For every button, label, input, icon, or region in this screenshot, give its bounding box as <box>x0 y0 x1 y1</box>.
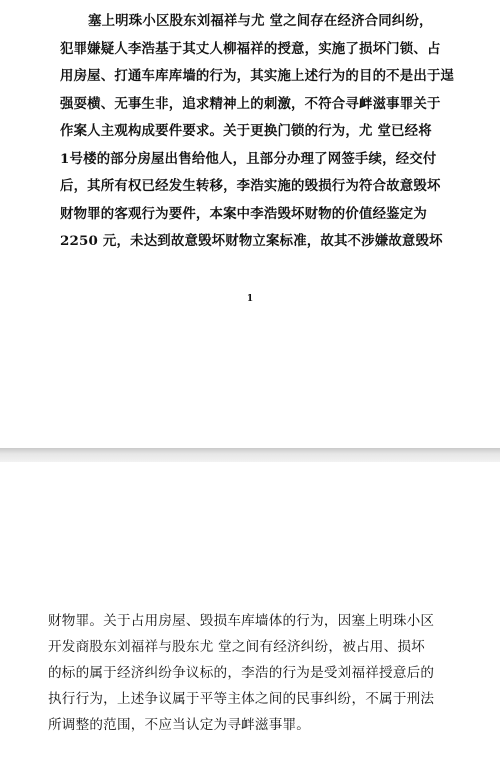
page-number: 1 <box>246 294 254 304</box>
text-line: 后，其所有权已经发生转移，李浩实施的毁损行为符合故意毁坏 <box>60 178 441 194</box>
text-line: 强耍横、无事生非，追求精神上的刺激，不符合寻衅滋事罪关于 <box>60 95 441 112</box>
text-line: 2250 元，未达到故意毁坏财物立案标准，故其不涉嫌故意毁坏 <box>60 233 443 249</box>
text-line: 开发商股东刘福祥与股东尤 堂之间有经济纠纷，被占用、损坏 <box>48 639 425 655</box>
text-line: 的标的属于经济纠纷争议标的，李浩的行为是受刘福祥授意后的 <box>48 665 435 681</box>
document-page-2 <box>0 462 500 759</box>
text-line: 所调整的范围，不应当认定为寻衅滋事罪。 <box>48 717 311 733</box>
text-line: 财物罪的客观行为要件，本案中李浩毁坏财物的价值经鉴定为 <box>60 205 427 222</box>
text-line: 用房屋、打通车库库墙的行为，其实施上述行为的目的不是出于逞 <box>60 68 455 84</box>
text-line: 塞上明珠小区股东刘福祥与尤 堂之间存在经济合同纠纷， <box>88 13 433 29</box>
text-line: 犯罪嫌疑人李浩基于其丈人柳福祥的授意，实施了损坏门锁、占 <box>60 40 441 57</box>
paragraph-continued <box>48 608 468 738</box>
text-line: 执行行为，上述争议属于平等主体之间的民事纠纷，不属于刑法 <box>48 691 435 707</box>
text-line: 财物罪。关于占用房屋、毁损车库墙体的行为，因塞上明珠小区 <box>48 613 435 629</box>
text-line: 1号楼的部分房屋出售给他人，且部分办理了网签手续，经交付 <box>60 150 437 167</box>
text-line: 作案人主观构成要件要求。关于更换门锁的行为，尤 堂已经将 <box>60 123 432 139</box>
page-separator <box>0 448 500 462</box>
paragraph-continued <box>60 8 472 256</box>
